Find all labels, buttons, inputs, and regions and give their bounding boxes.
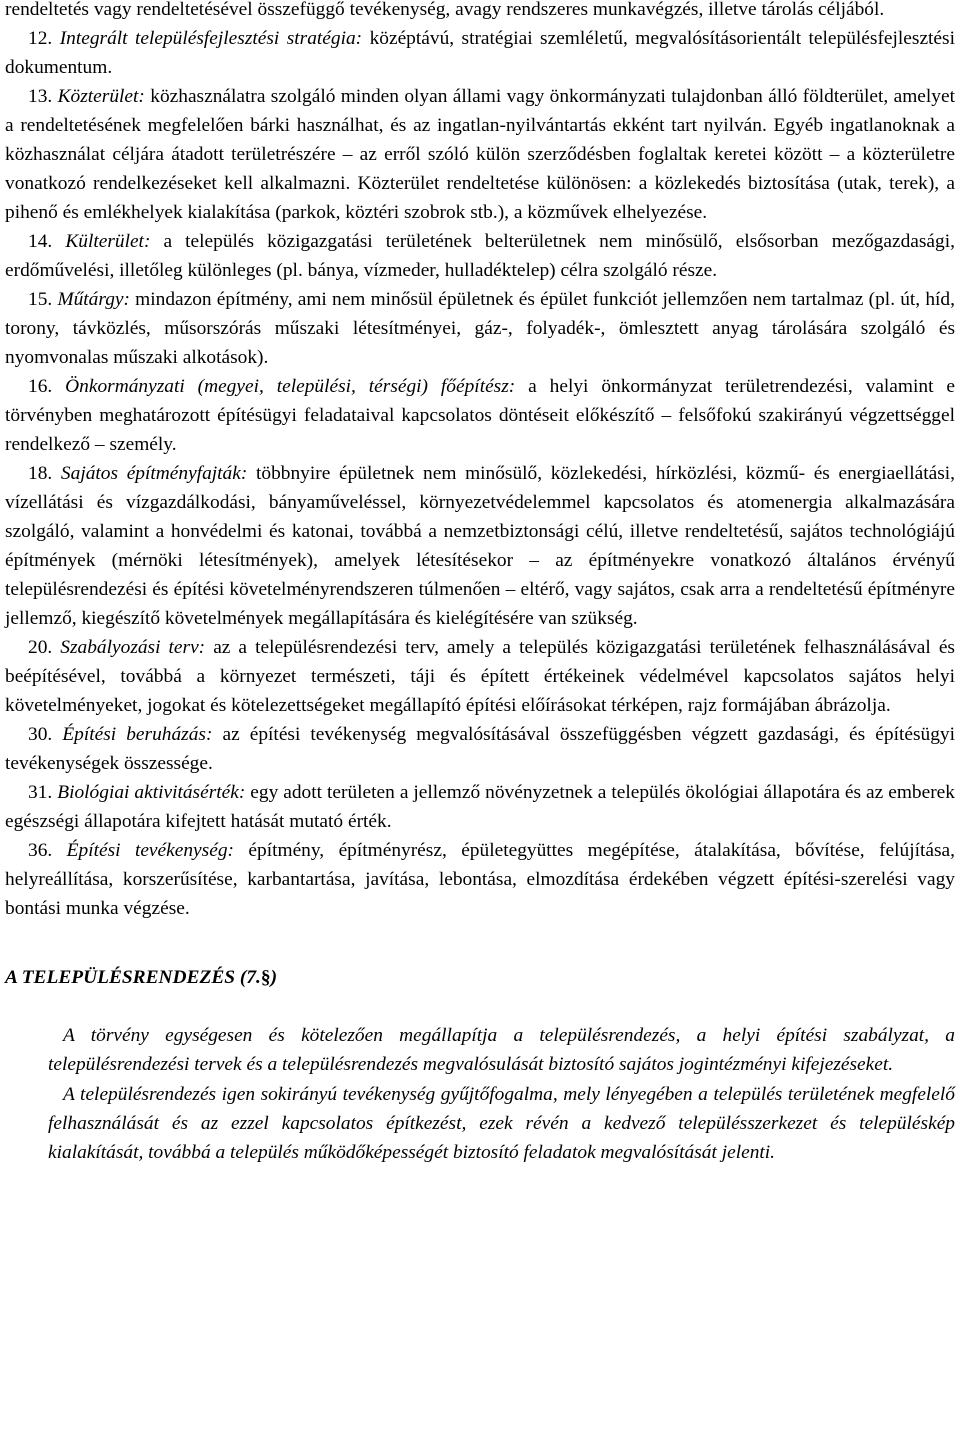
definition-number: 15. (28, 289, 53, 310)
definition-text: többnyire épületnek nem minősülő, közlekedési, hírközlési, közmű- és energiaellátási, vízellátási és vízgazdálkodási, bányaműveléssel, környezetvédelemmel kapcsolatos és atomenergia alkalmazására szolgáló, valamint a honvédelmi és katonai, továbbá a nemzetbiztonsági célú, illetve rendeltetésű, sajátos technológiájú építmények (mérnöki létesítmények), amelyek létesítésekor – az építményekre vonatkozó általános érvényű településrendezési és építési követelményrendszeren túlmenően – eltérő, vagy sajátos, csak arra a rendeltetésű építményre jellemző, kiegészítő követelmények megállapítására és kielégítésére van szükség. (5, 463, 955, 629)
definition-20 (5, 633, 955, 720)
definition-16 (5, 372, 955, 459)
definition-text: rendeltetés vagy rendeltetésével összefüggő tevékenység, avagy rendszeres munkavégzés, illetve tárolás céljából. (5, 0, 885, 20)
intro-text: A törvény egységesen és kötelezően megállapítja a településrendezés, a helyi építési szabályzat, a településrendezési tervek és a településrendezés megvalósulását biztosító sajátos jogintézményi kifejezéseket. (48, 1025, 955, 1075)
section-heading (5, 963, 955, 992)
definition-text: építmény, építményrész, épületegyüttes megépítése, átalakítása, bővítése, felújítása, helyreállítása, korszerűsítése, karbantartása, javítása, lebontása, elmozdítása érdekében végzett építési-szerelési vagy bontási munka végzése. (5, 840, 955, 919)
definition-13 (5, 82, 955, 227)
definition-term: Építési tevékenység: (66, 840, 234, 861)
document-page (5, 0, 955, 1167)
definition-term: Külterület: (65, 231, 151, 252)
definition-number: 30. (28, 724, 53, 745)
definition-text: egy adott területen a jellemző növényzetnek a település ökológiai állapotára és az emberek egészségi állapotára kifejtett hatását mutató érték. (5, 782, 955, 832)
intro-text: A településrendezés igen sokirányú tevékenység gyűjtőfogalma, mely lényegében a település területének megfelelő felhasználását és az ezzel kapcsolatos építkezést, ezek révén a kedvező településszerkezet és településkép kialakítását, továbbá a település működőképességét biztosító feladatok megvalósítását jelenti. (48, 1084, 955, 1163)
definition-text: a település közigazgatási területének belterületnek nem minősülő, elsősorban mezőgazdasági, erdőművelési, illetőleg különleges (pl. bánya, vízmeder, hulladéktelep) célra szolgáló része. (5, 231, 955, 281)
intro-paragraph-1 (5, 1021, 955, 1079)
definition-14 (5, 227, 955, 285)
definition-text: mindazon építmény, ami nem minősül épületnek és épület funkciót jellemzően nem tartalmaz (pl. út, híd, torony, távközlés, műsorszórás műszaki létesítményei, gáz-, folyadék-, ömlesztett anyag tárolására szolgáló és nyomvonalas műszaki alkotások). (5, 289, 955, 368)
definition-text: középtávú, stratégiai szemléletű, megvalósításorientált településfejlesztési dokumentum. (5, 28, 955, 78)
definition-text: a helyi önkormányzat területrendezési, valamint e törvényben meghatározott építésügyi feladataival kapcsolatos döntéseit előkészítő – felsőfokú szakirányú végzettséggel rendelkező – személy. (5, 376, 955, 455)
definition-text: közhasználatra szolgáló minden olyan állami vagy önkormányzati tulajdonban álló földterület, amelyet a rendeltetésének megfelelően bárki használhat, és az ingatlan-nyilvántartás ekként tart nyilván. Egyéb ingatlanoknak a közhasználat céljára átadott területrészére – az erről szóló külön szerződésben foglaltak keretei között – a közterületre vonatkozó rendelkezéseket kell alkalmazni. Közterület rendeltetése különösen: a közlekedés biztosítása (utak, terek), a pihenő és emlékhelyek kialakítása (parkok, köztéri szobrok stb.), a közművek elhelyezése. (5, 86, 955, 223)
definition-31 (5, 778, 955, 836)
definition-number: 16. (28, 376, 53, 397)
definition-number: 18. (28, 463, 53, 484)
definition-term: Szabályozási terv: (60, 637, 206, 658)
section-heading-close: ) (270, 967, 278, 988)
definition-term: Műtárgy: (57, 289, 130, 310)
definition-term: Integrált településfejlesztési stratégia: (59, 28, 363, 49)
definition-term: Önkormányzati (megyei, települési, térségi) főépítész: (65, 376, 516, 397)
definition-number: 20. (28, 637, 53, 658)
definition-12 (5, 24, 955, 82)
definition-number: 36. (28, 840, 53, 861)
definition-15 (5, 285, 955, 372)
definition-36 (5, 836, 955, 923)
definition-term: Sajátos építményfajták: (60, 463, 248, 484)
definition-text: az a településrendezési terv, amely a település közigazgatási területének felhasználásával és beépítésével, továbbá a környezet természeti, táji és épített értékeinek védelmével kapcsolatos sajátos helyi követelményeket, jogokat és kötelezettségeket megállapító építési előírásokat térképen, rajz formájában ábrázolja. (5, 637, 955, 716)
definition-number: 13. (28, 86, 53, 107)
definition-30 (5, 720, 955, 778)
definition-number: 12. (28, 28, 53, 49)
definition-term: Építési beruházás: (62, 724, 213, 745)
definition-term: Biológiai aktivitásérték: (57, 782, 246, 803)
definition-text: az építési tevékenység megvalósításával összefüggésben végzett gazdasági, és építésügyi tevékenységek összessége. (5, 724, 955, 774)
intro-paragraph-2 (5, 1080, 955, 1167)
definition-continuation (5, 0, 955, 24)
section-heading-title: A TELEPÜLÉSRENDEZÉS (7. (5, 967, 261, 988)
definition-18 (5, 459, 955, 633)
definition-number: 31. (28, 782, 53, 803)
definition-number: 14. (28, 231, 53, 252)
section-symbol: § (260, 967, 271, 988)
definition-term: Közterület: (57, 86, 145, 107)
